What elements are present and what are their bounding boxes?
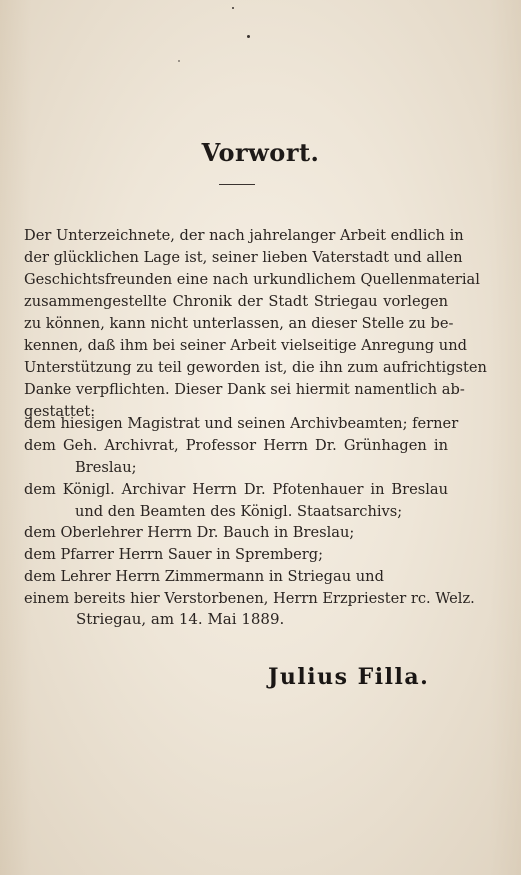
- ink-speck: [232, 7, 234, 9]
- acknowledgement-line: dem Pfarrer Herrn Sauer in Spremberg;: [24, 546, 323, 563]
- preface-line: zusammengestellte Chronik der Stadt Striegau vorlegen: [24, 293, 448, 310]
- acknowledgement-line: dem Königl. Archivar Herrn Dr. Pfotenhauer in Breslau: [24, 481, 448, 498]
- acknowledgement-line: dem Oberlehrer Herrn Dr. Bauch in Breslau;: [24, 524, 355, 541]
- page-title: Vorwort.: [201, 138, 320, 167]
- acknowledgement-line: dem Geh. Archivrat, Professor Herrn Dr. Grünhagen in: [24, 437, 448, 454]
- preface-line: Danke verpflichten. Dieser Dank sei hiermit namentlich ab-: [24, 381, 465, 398]
- place-date: Striegau, am 14. Mai 1889.: [76, 610, 285, 628]
- preface-line: kennen, daß ihm bei seiner Arbeit vielseitige Anregung und: [24, 337, 467, 354]
- acknowledgement-line: Breslau;: [75, 459, 137, 476]
- ink-speck: [247, 35, 250, 38]
- acknowledgement-line: dem Lehrer Herrn Zimmermann in Striegau und: [24, 568, 384, 585]
- acknowledgement-line: einem bereits hier Verstorbenen, Herrn Erzpriester rc. Welz.: [24, 590, 475, 607]
- preface-line: Unterstützung zu teil geworden ist, die ihn zum aufrichtigsten: [24, 359, 487, 376]
- acknowledgement-line: dem hiesigen Magistrat und seinen Archivbeamten; ferner: [24, 415, 459, 432]
- preface-line: Der Unterzeichnete, der nach jahrelanger Arbeit endlich in: [24, 227, 464, 244]
- preface-line: gestattet:: [24, 403, 96, 420]
- title-divider: [219, 184, 255, 185]
- author-signature: Julius Filla.: [268, 664, 430, 690]
- preface-line: der glücklichen Lage ist, seiner lieben Vaterstadt und allen: [24, 249, 463, 266]
- ink-speck: [178, 60, 180, 62]
- preface-line: Geschichtsfreunden eine nach urkundlichem Quellenmaterial: [24, 271, 480, 288]
- preface-line: zu können, kann nicht unterlassen, an dieser Stelle zu be-: [24, 315, 454, 332]
- acknowledgement-line: und den Beamten des Königl. Staatsarchivs;: [75, 503, 403, 520]
